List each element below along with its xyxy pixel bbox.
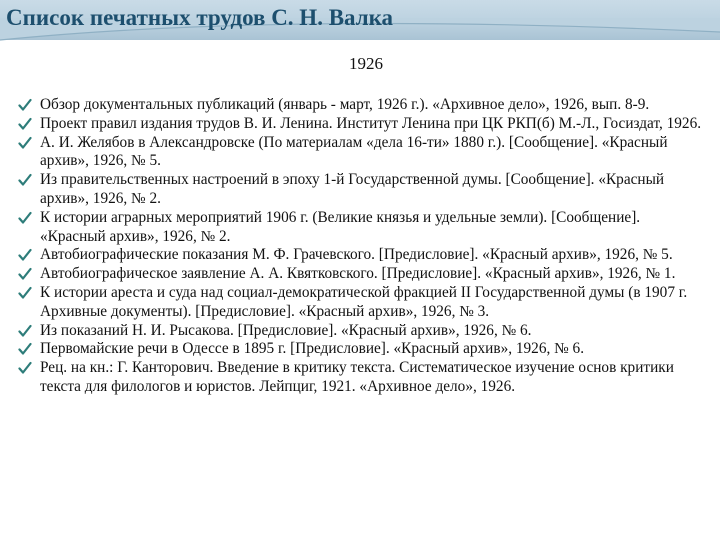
checkmark-icon (18, 267, 32, 281)
year-heading: 1926 (349, 54, 383, 73)
checkmark-icon (18, 324, 32, 338)
publication-text: Из правительственных настроений в эпоху 1-й Государственной думы. [Сообщение]. «Красный архив», 1926, № 2. (40, 171, 665, 207)
publication-item (0, 115, 716, 134)
publication-text: Первомайские речи в Одессе в 1895 г. [Предисловие]. «Красный архив», 1926, № 6. (40, 340, 585, 358)
publication-item (0, 96, 716, 115)
publication-text: Рец. на кн.: Г. Канторович. Введение в критику текста. Систематическое изучение основ критики текста для филологов и юристов. Лейпциг, 1921. «Архивное дело», 1926. (40, 359, 674, 395)
publication-item (0, 265, 716, 284)
publication-text: К истории аграрных мероприятий 1906 г. (Великие князья и удельные земли). [Сообщение]. «Красный архив», 1926, № 2. (40, 208, 641, 245)
publication-item (0, 359, 716, 397)
publication-item (0, 322, 716, 341)
publication-text: Обзор документальных публикаций (январь - март, 1926 г.). «Архивное дело», 1926, вып. 8-9. (40, 96, 650, 113)
checkmark-icon (18, 248, 32, 262)
checkmark-icon (18, 361, 32, 375)
slide-title: Список печатных трудов С. Н. Валка (6, 5, 394, 30)
publication-item (0, 340, 716, 359)
checkmark-icon (18, 136, 32, 150)
publication-item (0, 171, 716, 209)
checkmark-icon (18, 173, 32, 187)
publication-text: Автобиографические показания М. Ф. Грачевского. [Предисловие]. «Красный архив», 1926, № 5. (40, 246, 673, 264)
publication-text: А. И. Желябов в Александровске (По материалам «дела 16-ти» 1880 г.). [Сообщение]. «Красный архив», 1926, № 5. (40, 133, 668, 170)
checkmark-icon (18, 117, 32, 131)
publication-text: Автобиографическое заявление А. А. Квятковского. [Предисловие]. «Красный архив», 1926, № 1. (40, 265, 676, 283)
checkmark-icon (18, 286, 32, 300)
publication-item (0, 134, 716, 172)
publication-item (0, 246, 716, 265)
checkmark-icon (18, 211, 32, 225)
checkmark-icon (18, 98, 32, 112)
publication-text: К истории ареста и суда над социал-демократической фракцией II Государственной думы (в 1907 г. Архивные документы). [Предисловие]. «Красный архив», 1926, № 3. (40, 283, 688, 320)
publication-item (0, 284, 716, 322)
publication-text: Из показаний Н. И. Рысакова. [Предисловие]. «Красный архив», 1926, № 6. (40, 321, 532, 339)
checkmark-icon (18, 342, 32, 356)
publication-text: Проект правил издания трудов В. И. Ленина. Институт Ленина при ЦК РКП(б) М.-Л., Госиздат, 1926. (40, 114, 702, 132)
publication-item (0, 209, 716, 247)
publication-list (0, 96, 716, 397)
